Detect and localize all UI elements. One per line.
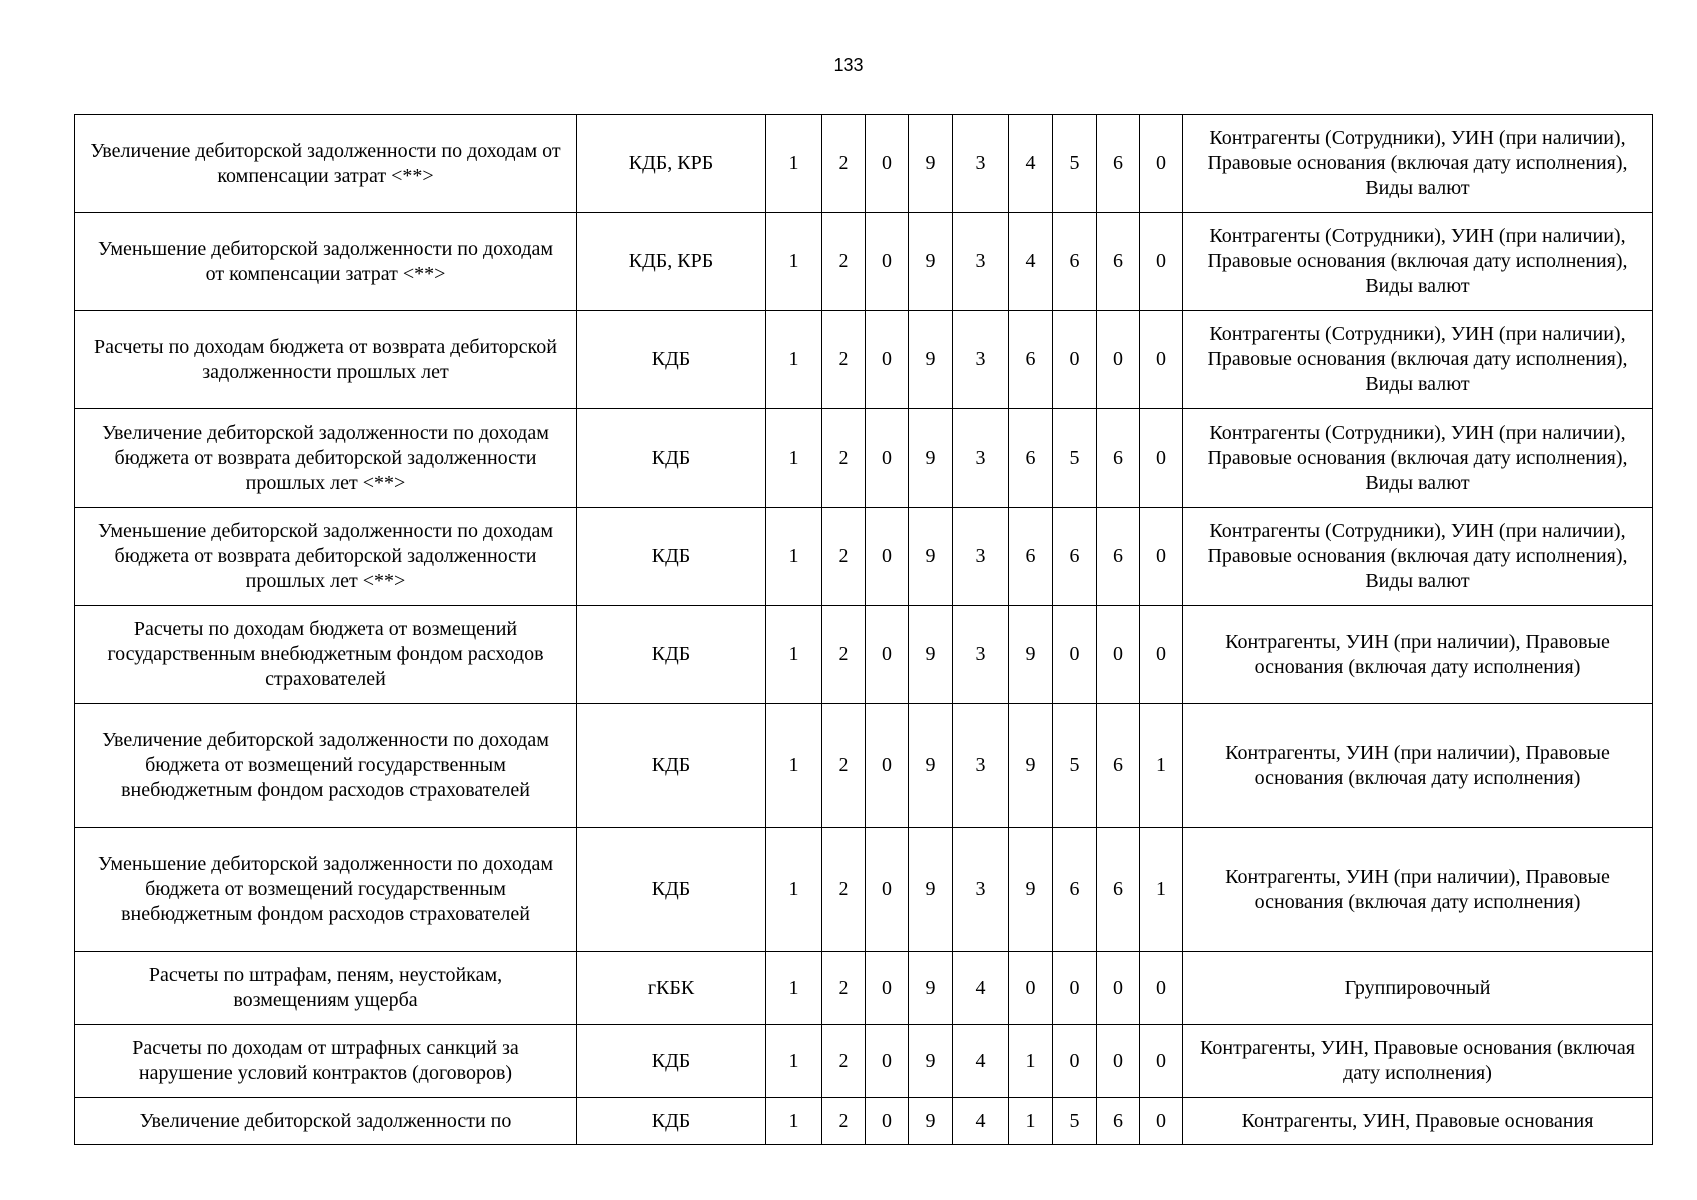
account-digit-cell: 0 bbox=[1053, 952, 1097, 1025]
account-digit-cell: 6 bbox=[1009, 409, 1053, 508]
analytics-cell: Контрагенты, УИН (при наличии), Правовые основания (включая дату исполнения) bbox=[1183, 828, 1653, 952]
code-type-cell: КДБ, КРБ bbox=[577, 115, 766, 213]
account-digit-cell: 0 bbox=[1097, 311, 1140, 409]
account-digit-cell: 9 bbox=[909, 508, 953, 606]
account-digit-cell: 1 bbox=[766, 409, 822, 508]
account-digit-cell: 0 bbox=[866, 952, 909, 1025]
table-row bbox=[75, 952, 1653, 1025]
analytics-cell: Контрагенты (Сотрудники), УИН (при наличии), Правовые основания (включая дату исполнения), Виды валют bbox=[1183, 311, 1653, 409]
account-digit-cell: 1 bbox=[766, 213, 822, 311]
account-digit-cell: 4 bbox=[1009, 115, 1053, 213]
account-digit-cell: 0 bbox=[866, 311, 909, 409]
account-name-cell: Увеличение дебиторской задолженности по доходам от компенсации затрат <**> bbox=[75, 115, 577, 213]
account-digit-cell: 0 bbox=[1097, 952, 1140, 1025]
account-digit-cell: 0 bbox=[866, 115, 909, 213]
account-digit-cell: 6 bbox=[1097, 1098, 1140, 1145]
account-digit-cell: 4 bbox=[1009, 213, 1053, 311]
table-row bbox=[75, 1025, 1653, 1098]
code-type-cell: КДБ bbox=[577, 704, 766, 828]
analytics-cell: Контрагенты, УИН, Правовые основания bbox=[1183, 1098, 1653, 1145]
account-digit-cell: 3 bbox=[953, 606, 1009, 704]
table-row bbox=[75, 704, 1653, 828]
account-digit-cell: 1 bbox=[766, 115, 822, 213]
account-digit-cell: 1 bbox=[1009, 1098, 1053, 1145]
account-digit-cell: 1 bbox=[766, 1098, 822, 1145]
account-name-cell: Уменьшение дебиторской задолженности по доходам бюджета от возмещений государственным внебюджетным фондом расходов страхователей bbox=[75, 828, 577, 952]
account-digit-cell: 3 bbox=[953, 508, 1009, 606]
account-digit-cell: 3 bbox=[953, 311, 1009, 409]
code-type-cell: КДБ, КРБ bbox=[577, 213, 766, 311]
account-digit-cell: 1 bbox=[766, 828, 822, 952]
account-digit-cell: 6 bbox=[1053, 828, 1097, 952]
account-digit-cell: 0 bbox=[1097, 1025, 1140, 1098]
account-digit-cell: 1 bbox=[766, 311, 822, 409]
account-digit-cell: 5 bbox=[1053, 1098, 1097, 1145]
account-digit-cell: 0 bbox=[1140, 1098, 1183, 1145]
account-digit-cell: 9 bbox=[909, 1025, 953, 1098]
account-digit-cell: 1 bbox=[766, 606, 822, 704]
account-digit-cell: 9 bbox=[909, 1098, 953, 1145]
account-digit-cell: 6 bbox=[1053, 508, 1097, 606]
code-type-cell: КДБ bbox=[577, 1098, 766, 1145]
account-digit-cell: 3 bbox=[953, 409, 1009, 508]
account-digit-cell: 5 bbox=[1053, 409, 1097, 508]
account-name-cell: Расчеты по доходам бюджета от возврата дебиторской задолженности прошлых лет bbox=[75, 311, 577, 409]
account-digit-cell: 9 bbox=[909, 115, 953, 213]
account-digit-cell: 2 bbox=[822, 1098, 866, 1145]
account-digit-cell: 1 bbox=[766, 508, 822, 606]
account-name-cell: Расчеты по доходам бюджета от возмещений государственным внебюджетным фондом расходов страхователей bbox=[75, 606, 577, 704]
code-type-cell: КДБ bbox=[577, 508, 766, 606]
account-name-cell: Уменьшение дебиторской задолженности по доходам от компенсации затрат <**> bbox=[75, 213, 577, 311]
account-digit-cell: 0 bbox=[866, 409, 909, 508]
account-digit-cell: 2 bbox=[822, 213, 866, 311]
account-name-cell: Расчеты по штрафам, пеням, неустойкам, возмещениям ущерба bbox=[75, 952, 577, 1025]
account-digit-cell: 3 bbox=[953, 704, 1009, 828]
account-name-cell: Уменьшение дебиторской задолженности по доходам бюджета от возврата дебиторской задолженности прошлых лет <**> bbox=[75, 508, 577, 606]
account-name-cell: Расчеты по доходам от штрафных санкций за нарушение условий контрактов (договоров) bbox=[75, 1025, 577, 1098]
table-row bbox=[75, 409, 1653, 508]
account-digit-cell: 0 bbox=[1097, 606, 1140, 704]
account-digit-cell: 0 bbox=[1009, 952, 1053, 1025]
account-digit-cell: 5 bbox=[1053, 115, 1097, 213]
account-name-cell: Увеличение дебиторской задолженности по доходам бюджета от возврата дебиторской задолженности прошлых лет <**> bbox=[75, 409, 577, 508]
account-digit-cell: 0 bbox=[1140, 606, 1183, 704]
code-type-cell: КДБ bbox=[577, 311, 766, 409]
account-digit-cell: 2 bbox=[822, 828, 866, 952]
account-digit-cell: 9 bbox=[1009, 704, 1053, 828]
account-digit-cell: 0 bbox=[1140, 952, 1183, 1025]
table-row bbox=[75, 828, 1653, 952]
analytics-cell: Контрагенты (Сотрудники), УИН (при наличии), Правовые основания (включая дату исполнения), Виды валют bbox=[1183, 409, 1653, 508]
page-number: 133 bbox=[833, 55, 864, 75]
account-name-cell: Увеличение дебиторской задолженности по доходам бюджета от возмещений государственным внебюджетным фондом расходов страхователей bbox=[75, 704, 577, 828]
account-digit-cell: 0 bbox=[1140, 213, 1183, 311]
account-digit-cell: 2 bbox=[822, 1025, 866, 1098]
account-digit-cell: 0 bbox=[1053, 606, 1097, 704]
code-type-cell: КДБ bbox=[577, 1025, 766, 1098]
account-digit-cell: 0 bbox=[1053, 311, 1097, 409]
account-digit-cell: 0 bbox=[1053, 1025, 1097, 1098]
account-digit-cell: 0 bbox=[866, 213, 909, 311]
account-digit-cell: 0 bbox=[1140, 409, 1183, 508]
account-digit-cell: 9 bbox=[909, 606, 953, 704]
account-digit-cell: 0 bbox=[1140, 311, 1183, 409]
account-digit-cell: 6 bbox=[1097, 115, 1140, 213]
table-row bbox=[75, 213, 1653, 311]
account-digit-cell: 2 bbox=[822, 409, 866, 508]
analytics-cell: Контрагенты, УИН (при наличии), Правовые основания (включая дату исполнения) bbox=[1183, 606, 1653, 704]
account-digit-cell: 3 bbox=[953, 115, 1009, 213]
account-digit-cell: 4 bbox=[953, 1098, 1009, 1145]
account-digit-cell: 2 bbox=[822, 115, 866, 213]
table-row bbox=[75, 311, 1653, 409]
account-digit-cell: 1 bbox=[766, 952, 822, 1025]
account-digit-cell: 6 bbox=[1009, 508, 1053, 606]
account-digit-cell: 1 bbox=[766, 704, 822, 828]
code-type-cell: гКБК bbox=[577, 952, 766, 1025]
analytics-cell: Контрагенты (Сотрудники), УИН (при наличии), Правовые основания (включая дату исполнения), Виды валют bbox=[1183, 115, 1653, 213]
account-digit-cell: 2 bbox=[822, 606, 866, 704]
analytics-cell: Группировочный bbox=[1183, 952, 1653, 1025]
account-digit-cell: 6 bbox=[1097, 508, 1140, 606]
accounts-table bbox=[74, 114, 1653, 1145]
account-digit-cell: 4 bbox=[953, 1025, 1009, 1098]
table-row bbox=[75, 508, 1653, 606]
account-digit-cell: 0 bbox=[866, 606, 909, 704]
account-digit-cell: 2 bbox=[822, 952, 866, 1025]
account-digit-cell: 2 bbox=[822, 704, 866, 828]
account-digit-cell: 0 bbox=[1140, 1025, 1183, 1098]
account-digit-cell: 9 bbox=[909, 704, 953, 828]
account-digit-cell: 0 bbox=[1140, 115, 1183, 213]
account-digit-cell: 9 bbox=[909, 952, 953, 1025]
account-digit-cell: 0 bbox=[866, 1098, 909, 1145]
analytics-cell: Контрагенты, УИН (при наличии), Правовые основания (включая дату исполнения) bbox=[1183, 704, 1653, 828]
account-digit-cell: 4 bbox=[953, 952, 1009, 1025]
account-digit-cell: 2 bbox=[822, 311, 866, 409]
code-type-cell: КДБ bbox=[577, 606, 766, 704]
account-digit-cell: 5 bbox=[1053, 704, 1097, 828]
account-digit-cell: 0 bbox=[866, 828, 909, 952]
account-digit-cell: 3 bbox=[953, 213, 1009, 311]
account-digit-cell: 6 bbox=[1097, 704, 1140, 828]
table-row bbox=[75, 1098, 1653, 1145]
account-digit-cell: 6 bbox=[1097, 409, 1140, 508]
account-digit-cell: 9 bbox=[1009, 606, 1053, 704]
account-digit-cell: 2 bbox=[822, 508, 866, 606]
account-digit-cell: 6 bbox=[1009, 311, 1053, 409]
code-type-cell: КДБ bbox=[577, 828, 766, 952]
account-digit-cell: 0 bbox=[1140, 508, 1183, 606]
account-digit-cell: 9 bbox=[909, 311, 953, 409]
account-digit-cell: 3 bbox=[953, 828, 1009, 952]
code-type-cell: КДБ bbox=[577, 409, 766, 508]
account-digit-cell: 9 bbox=[909, 828, 953, 952]
account-digit-cell: 6 bbox=[1097, 213, 1140, 311]
account-digit-cell: 1 bbox=[1140, 828, 1183, 952]
account-digit-cell: 0 bbox=[866, 704, 909, 828]
account-digit-cell: 0 bbox=[866, 1025, 909, 1098]
account-digit-cell: 0 bbox=[866, 508, 909, 606]
account-digit-cell: 9 bbox=[909, 213, 953, 311]
table-row bbox=[75, 606, 1653, 704]
analytics-cell: Контрагенты (Сотрудники), УИН (при наличии), Правовые основания (включая дату исполнения), Виды валют bbox=[1183, 213, 1653, 311]
account-digit-cell: 1 bbox=[766, 1025, 822, 1098]
account-digit-cell: 9 bbox=[1009, 828, 1053, 952]
account-digit-cell: 1 bbox=[1009, 1025, 1053, 1098]
account-name-cell: Увеличение дебиторской задолженности по bbox=[75, 1098, 577, 1145]
account-digit-cell: 1 bbox=[1140, 704, 1183, 828]
analytics-cell: Контрагенты, УИН, Правовые основания (включая дату исполнения) bbox=[1183, 1025, 1653, 1098]
analytics-cell: Контрагенты (Сотрудники), УИН (при наличии), Правовые основания (включая дату исполнения), Виды валют bbox=[1183, 508, 1653, 606]
table-row bbox=[75, 115, 1653, 213]
account-digit-cell: 6 bbox=[1053, 213, 1097, 311]
account-digit-cell: 9 bbox=[909, 409, 953, 508]
account-digit-cell: 6 bbox=[1097, 828, 1140, 952]
